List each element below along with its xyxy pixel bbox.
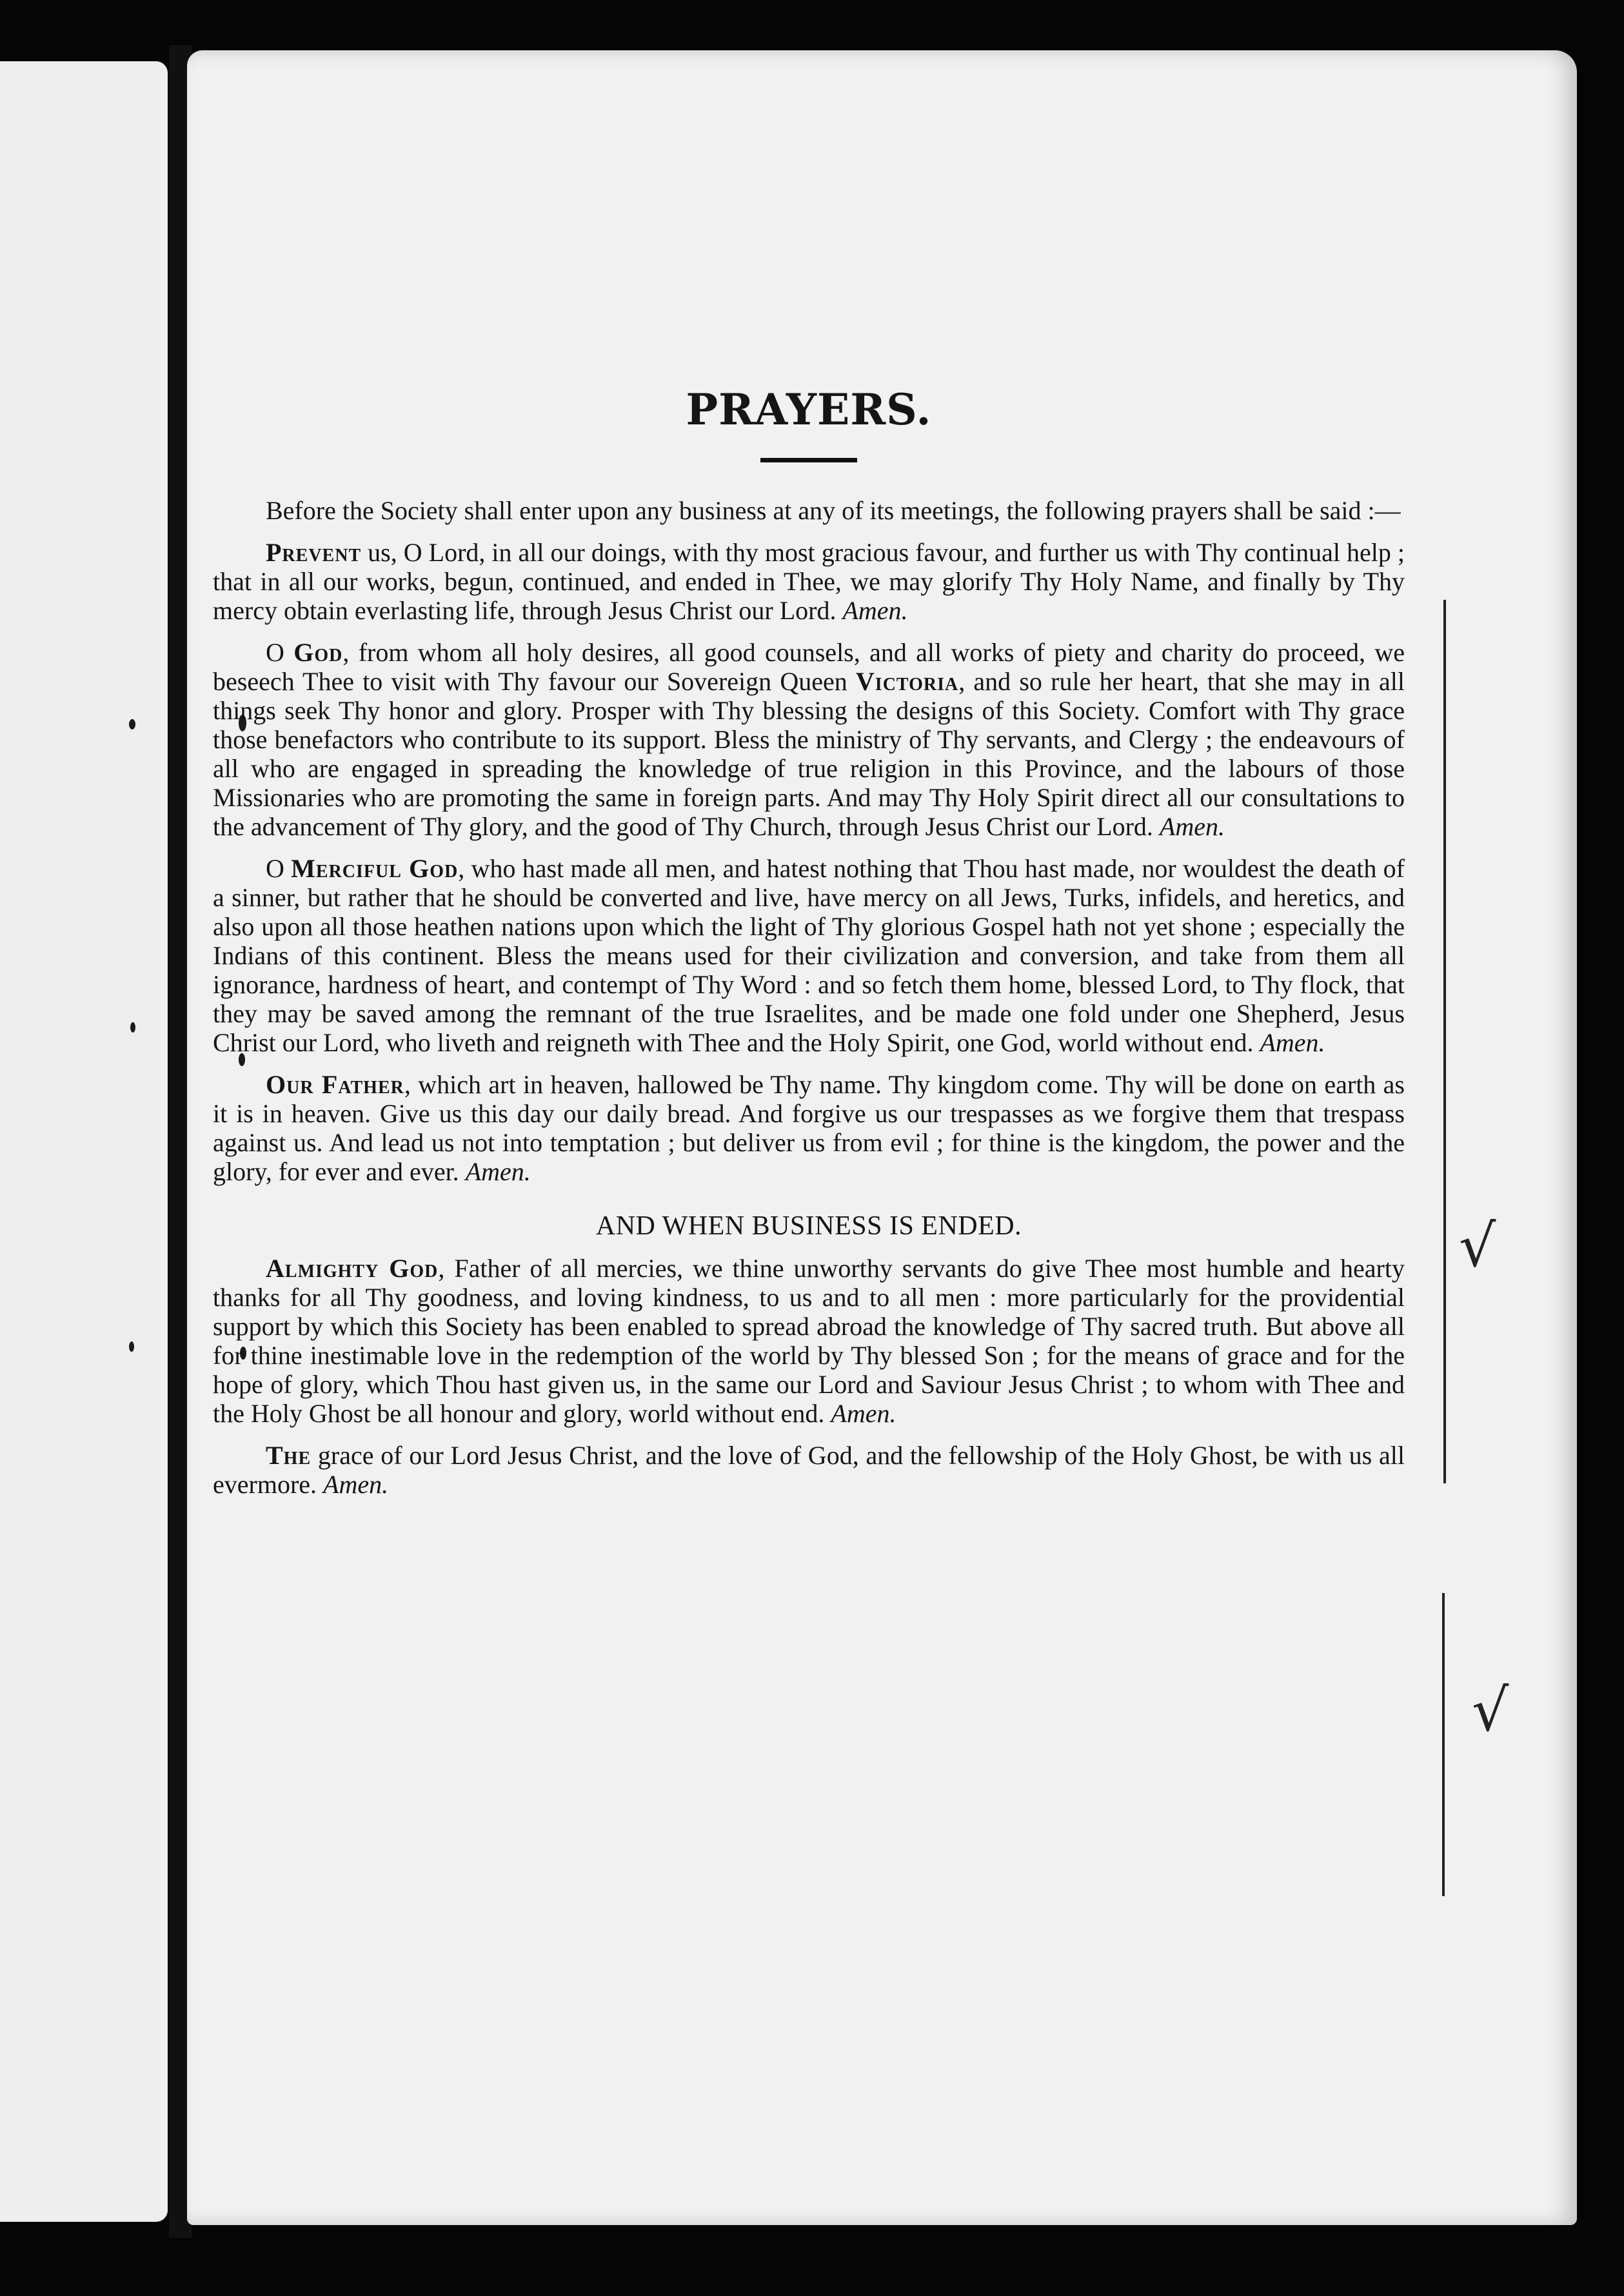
prayer-text: , which art in heaven, hallowed be Thy name. Thy kingdom come. Thy will be done on earth as it is in heaven. Give us this day our daily bread. And forgive us our trespasses as we forgive them that trespass against us. And lead us not into temptation ; but deliver us from evil ; for thine is the kingdom, the power and the glory, for ever and ever. xyxy=(213,1070,1405,1186)
prayer-lead: The xyxy=(266,1441,312,1470)
amen: Amen. xyxy=(831,1399,896,1428)
prayer-prevent xyxy=(213,538,1405,625)
margin-bracket-line xyxy=(1442,1593,1445,1896)
bleed-mark xyxy=(129,719,135,729)
prayer-o-god xyxy=(213,638,1405,841)
title-rule xyxy=(760,458,857,462)
bleed-mark xyxy=(130,1022,135,1033)
prayer-our-father xyxy=(213,1070,1405,1186)
prayer-text: , from whom all holy desires, all good counsels, and all works of piety and charity do proceed, we beseech Thee to visit with Thy favour our Sovereign Queen xyxy=(213,638,1405,696)
amen: Amen. xyxy=(323,1470,389,1499)
amen: Amen. xyxy=(1260,1028,1325,1057)
page-title: PRAYERS. xyxy=(686,384,932,435)
facing-page xyxy=(0,61,168,2222)
amen: Amen. xyxy=(1159,812,1225,841)
check-mark: √ xyxy=(1472,1677,1509,1745)
prayer-text: grace of our Lord Jesus Christ, and the love of God, and the fellowship of the Holy Ghost, be with us all evermore. xyxy=(213,1441,1405,1499)
prayer-text: , Father of all mercies, we thine unworthy servants do give Thee most humble and hearty thanks for all Thy goodness, and loving kindness, to us and to all men : more particularly for the providential support by which this Society has been enabled to spread abroad the knowledge of Thy sacred truth. But above all for thine inestimable love in the redemption of the world by Thy blessed Son ; for the means of grace and for the hope of glory, which Thou hast given us, in the same our Lord and Saviour Jesus Christ ; to whom with Thee and the Holy Ghost be all honour and glory, world without end. xyxy=(213,1254,1405,1428)
intro-text: Before the Society shall enter upon any business at any of its meetings, the following prayers shall be said :— xyxy=(266,496,1401,525)
bleed-mark xyxy=(129,1341,134,1352)
prayer-text: us, O Lord, in all our doings, with thy most gracious favour, and further us with Thy continual help ; that in all our works, begun, continued, and ended in Thee, we may glorify Thy Holy Name, and finally by Thy mercy obtain everlasting life, through Jesus Christ our Lord. xyxy=(213,538,1405,625)
prayer-lead: Prevent xyxy=(266,538,362,567)
prayer-merciful-god xyxy=(213,854,1405,1057)
prayer-text: , who hast made all men, and hatest nothing that Thou hast made, nor wouldest the death of a sinner, but rather that he should be converted and live, have mercy on all Jews, Turks, infidels, and heretics, and also upon all those heathen nations upon which the light of Thy glorious Gospel hath not yet shone ; especially the Indians of this continent. Bless the means used for their civilization and conversion, and take from them all ignorance, hardness of heart, and contempt of Thy Word : and so fetch them home, blessed Lord, to Thy flock, that they may be saved among the remnant of the true Israelites, and be made one fold under one Shepherd, Jesus Christ our Lord, who liveth and reigneth with Thee and the Holy Spirit, one God, world without end. xyxy=(213,854,1405,1057)
amen: Amen. xyxy=(465,1157,531,1186)
prayer-lead: Our Father xyxy=(266,1070,404,1099)
queen-name: Victoria xyxy=(855,667,959,696)
prayer-text: , and so rule her heart, that she may in all things seek Thy honor and glory. Prosper with Thy blessing the designs of this Society. Comfort with Thy grace those benefactors who contribute to its support. Bless the ministry of Thy servants, and Clergy ; the endeavours of all who are engaged in spreading the knowledge of true religion in this Province, and the labours of those Missionaries who are promoting the same in foreign parts. And may Thy Holy Spirit direct all our consultations to the advancement of Thy glory, and the good of Thy Church, through Jesus Christ our Lord. xyxy=(213,667,1405,841)
prayer-lead: Almighty God xyxy=(266,1254,439,1283)
prayers-text xyxy=(213,351,1405,1512)
prayer-lead-o: O xyxy=(266,638,294,667)
section-subheading: AND WHEN BUSINESS IS ENDED. xyxy=(595,1211,1022,1241)
margin-bracket-line xyxy=(1443,600,1446,1483)
intro-paragraph xyxy=(213,496,1405,525)
check-mark: √ xyxy=(1459,1212,1496,1280)
amen: Amen. xyxy=(842,596,908,625)
prayer-lead: Merciful God xyxy=(291,854,459,883)
prayer-lead: God xyxy=(293,638,343,667)
prayer-lead-o: O xyxy=(266,854,292,883)
prayer-almighty-god xyxy=(213,1254,1405,1428)
prayer-grace xyxy=(213,1441,1405,1499)
